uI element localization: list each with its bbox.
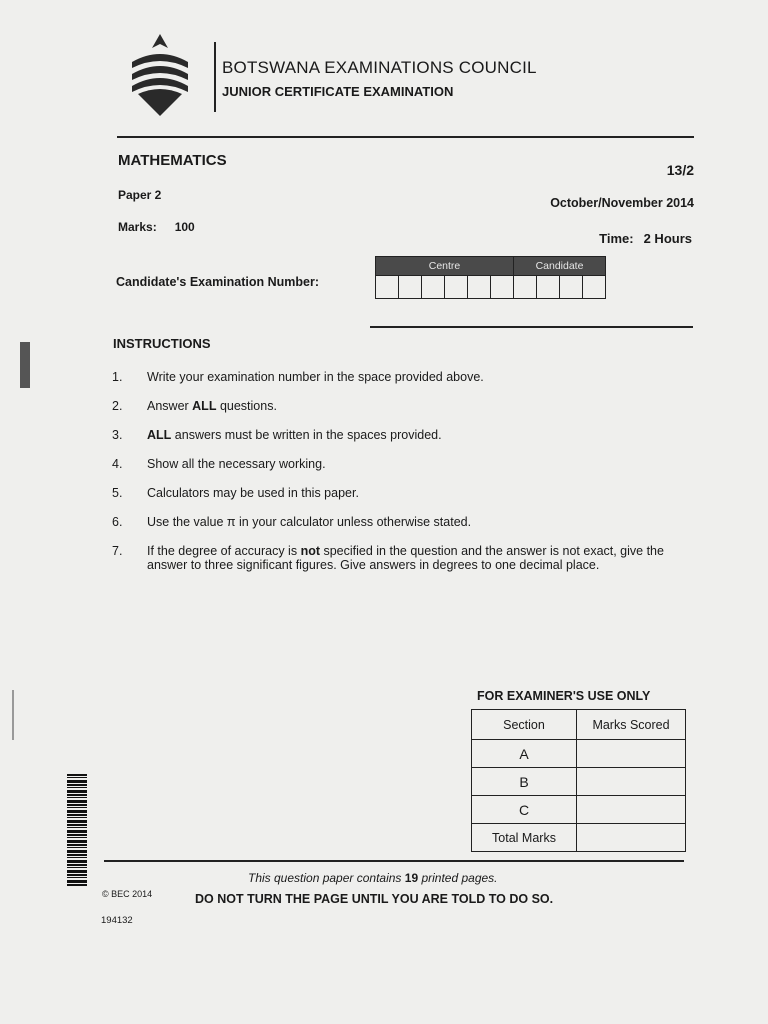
time-line (599, 231, 692, 246)
page-count-note: This question paper contains 19 printed pages. (248, 871, 498, 885)
instruction-item: 7. If the degree of accuracy is not specified in the question and the answer is not exact, give the answer to three significant figures. Give answers in degrees to one decimal place. (112, 544, 664, 572)
marks-column-header: Marks Scored (577, 710, 686, 740)
marks-cell[interactable] (577, 740, 686, 768)
instruction-item: 2. Answer ALL questions. (112, 399, 277, 413)
candidate-digit-box[interactable] (537, 276, 560, 299)
serial-number: 194132 (101, 915, 133, 926)
centre-digit-box[interactable] (491, 276, 514, 299)
marks-line (118, 220, 195, 234)
total-marks-cell[interactable] (577, 824, 686, 852)
subject-title: MATHEMATICS (118, 152, 227, 169)
section-cell: C (472, 796, 577, 824)
centre-digit-box[interactable] (468, 276, 491, 299)
candidate-digit-box[interactable] (583, 276, 606, 299)
exam-session: October/November 2014 (550, 196, 694, 210)
instruction-item: 6. Use the value π in your calculator unless otherwise stated. (112, 515, 472, 529)
instruction-item: 1. Write your examination number in the space provided above. (112, 370, 484, 384)
centre-digit-box[interactable] (399, 276, 422, 299)
marks-cell[interactable] (577, 796, 686, 824)
section-column-header: Section (472, 710, 577, 740)
candidate-number-grid (375, 256, 606, 299)
instruction-item: 4. Show all the necessary working. (112, 457, 326, 471)
council-name: BOTSWANA EXAMINATIONS COUNCIL (222, 58, 537, 77)
marks-cell[interactable] (577, 768, 686, 796)
copyright: © BEC 2014 (102, 889, 153, 899)
rule-bottom (104, 860, 684, 862)
marks-label: Marks: (118, 220, 157, 234)
side-tick-mark (12, 690, 14, 740)
total-marks-label: Total Marks (472, 824, 577, 852)
rule-middle (370, 326, 693, 328)
candidate-number-label: Candidate's Examination Number: (116, 275, 320, 289)
centre-digit-box[interactable] (422, 276, 445, 299)
bec-logo-icon (128, 32, 192, 118)
section-cell: B (472, 768, 577, 796)
paper-number: Paper 2 (118, 188, 162, 202)
exam-name: JUNIOR CERTIFICATE EXAMINATION (222, 84, 454, 99)
candidate-digit-box[interactable] (514, 276, 537, 299)
side-marker (20, 342, 30, 388)
section-cell: A (472, 740, 577, 768)
paper-code: 13/2 (666, 162, 694, 178)
header-divider (214, 42, 216, 112)
instructions-list (112, 370, 692, 587)
centre-header: Centre (376, 257, 514, 276)
time-value: 2 Hours (643, 231, 692, 246)
rule-top (117, 136, 694, 138)
time-label: Time: (599, 231, 634, 246)
barcode-icon (67, 774, 87, 886)
examiner-marks-table (471, 709, 686, 852)
candidate-digit-box[interactable] (560, 276, 583, 299)
do-not-turn-warning: DO NOT TURN THE PAGE UNTIL YOU ARE TOLD TO DO SO. (195, 892, 554, 906)
instructions-heading: INSTRUCTIONS (113, 336, 211, 351)
instruction-item: 3. ALL answers must be written in the spaces provided. (112, 428, 442, 442)
centre-digit-box[interactable] (376, 276, 399, 299)
instruction-item: 5. Calculators may be used in this paper. (112, 486, 359, 500)
marks-value: 100 (174, 220, 195, 234)
centre-digit-box[interactable] (445, 276, 468, 299)
candidate-header: Candidate (514, 257, 606, 276)
examiner-heading: FOR EXAMINER'S USE ONLY (477, 689, 651, 703)
